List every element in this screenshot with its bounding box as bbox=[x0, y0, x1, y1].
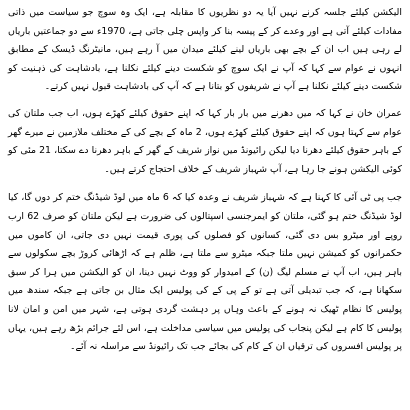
article-paragraph-1: الیکشن کیلئے جلسہ کرنے نہیں آیا یہ دو نظریوں کا مقابلہ ہے، ایک وہ سوچ جو سیاست میں ذاتی مفادات کیلئے آتی ہے اور وعدے کر کے پیسہ بنا کر واپس چلی جاتی ہے، 1970ء سے دو جماعتیں باریاں لے رہی ہیں اب ان کے بچے بھی باریاں لینے کیلئے میدان میں آ رہے ہیں، مانیٹرنگ ڈیسک کے مطابق انہوں نے عوام سے کہا کہ آپ نے ایک سوچ کو شکست دینے کیلئے نکلنا ہے، بادشاہت کی ذہنیت کو شکست دینے کیلئے نکلنا ہے آپ نے شریفوں کو بتانا ہے کہ آپ کی بادشاہت قبول نہیں کرتے۔ bbox=[8, 7, 402, 93]
article-paragraph-3: جب پی ٹی آئی کا کہنا ہے کہ شہباز شریف نے وعدہ کیا کہ 6 ماہ میں لوڈ شیڈنگ ختم کر دوں گا، کیا لوڈ شیڈنگ ختم ہو گئی، ملتان کو ایمرجنسی اسپتالوں کی ضرورت ہے لیکن ملتان کو صرف 62 ارب روپے اور میٹرو بس دی گئی، کسانوں کو فصلوں کی پوری قیمت نہیں دی جاتی، ان کاموں میں حکمرانوں کو کمیشن نہیں ملتا جبکہ میٹرو سے ملتا ہے، ظلم ہے کہ اڑھائی کروڑ بچے سکولوں سے باہر ہیں، اب آپ نے مسلم لیگ (ن) کے امیدوار کو ووٹ نہیں دینا، ان کو الیکشن میں ہرا کر سبق سکھانا ہے، کہ جب تبدیلی آتی ہے تو کے پی کے کی پولیس ایک مثال بن جاتی ہے جبکہ سندھ میں پولیس کا نظام ٹھیک نہ ہونے کے باعث وہاں پر دہشت گردی ہوتی ہے، شہر میں امن و امان لانا پولیس کا کام ہے لیکن پنجاب کی پولیس میں سیاسی مداخلت ہے، اس لئے جرائم بڑھ رہے ہیں، یہاں پر پولیس افسروں کی ترقیاں ان کے کام کی بجائے جب تک رائیونڈ سے مراسلہ نہ آئے۔ bbox=[8, 192, 402, 353]
article-paragraph-2: عمران خان نے کہا کہ میں دھرنے میں بار بار کہا کہ اپنے حقوق کیلئے کھڑے ہوں، اب جب ملتان کی عوام سے کہتا ہوں کہ اپنے حقوق کیلئے کھڑے ہوں، 2 ماہ کے بچے کی کے مختلف ملازمین نے میرے گھر کے باہر حقوق کیلئے دھرنا دیا لیکن رائیونڈ میں نواز شریف کے گھر کے باہر دھرنا دے سکتا، 21 مئی کو کوئی الیکشن ہونے جا رہا ہے، آپ شہباز شریف کے خلاف احتجاج کرتے ہیں۔ bbox=[8, 107, 403, 175]
